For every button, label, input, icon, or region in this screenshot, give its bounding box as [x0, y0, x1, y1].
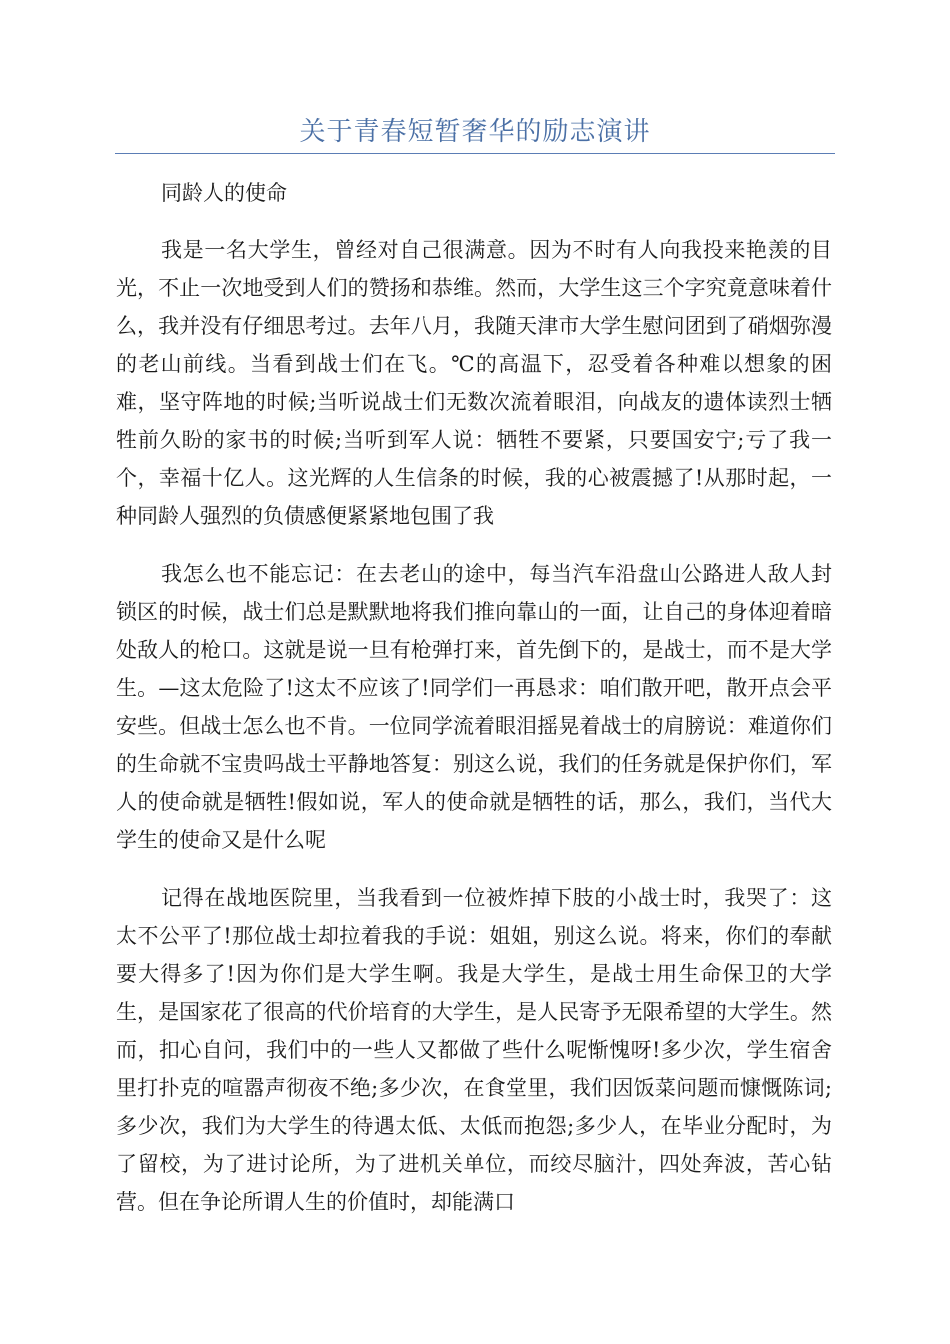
paragraph-1: 我是一名大学生，曾经对自己很满意。因为不时有人向我投来艳羡的目光，不止一次地受到人们的赞扬和恭维。然而，大学生这三个字究竟意味着什么，我并没有仔细思考过。去年八月，我随天津市大学生慰问团到了硝烟弥漫的老山前线。当看到战士们在飞。℃的高温下，忍受着各种难以想象的困难，坚守阵地的时候;当听说战士们无数次流着眼泪，向战友的遗体读烈士牺牲前久盼的家书的时候;当听到军人说：牺牲不要紧，只要国安宁;亏了我一个，幸福十亿人。这光辉的人生信条的时候，我的心被震撼了!从那时起，一种同龄人强烈的负债感便紧紧地包围了我 [116, 238, 832, 528]
section-heading: 同龄人的使命 [161, 181, 287, 205]
paragraph-2: 我怎么也不能忘记：在去老山的途中，每当汽车沿盘山公路进人敌人封锁区的时候，战士们总是默默地将我们推向靠山的一面，让自己的身体迎着暗处敌人的枪口。这就是说一旦有枪弹打来，首先倒下的，是战士，而不是大学生。—这太危险了!这太不应该了!同学们一再恳求：咱们散开吧，散开点会平安些。但战士怎么也不肯。一位同学流着眼泪摇晃着战士的肩膀说：难道你们的生命就不宝贵吗战士平静地答复：别这么说，我们的任务就是保护你们，军人的使命就是牺牲!假如说，军人的使命就是牺牲的话，那么，我们，当代大学生的使命又是什么呢 [116, 562, 832, 852]
paragraph-3: 记得在战地医院里，当我看到一位被炸掉下肢的小战士时，我哭了：这太不公平了!那位战士却拉着我的手说：姐姐，别这么说。将来，你们的奉献要大得多了!因为你们是大学生啊。我是大学生，是战士用生命保卫的大学生，是国家花了很高的代价培育的大学生，是人民寄予无限希望的大学生。然而，扣心自问，我们中的一些人又都做了些什么呢惭愧呀!多少次，学生宿舍里打扑克的喧嚣声彻夜不绝;多少次，在食堂里，我们因饭菜问题而慷慨陈词;多少次，我们为大学生的待遇太低、太低而抱怨;多少人，在毕业分配时，为了留校，为了进讨论所，为了进机关单位，而绞尽脑汁，四处奔波，苦心钻营。但在争论所谓人生的价值时，却能满口 [116, 886, 832, 1214]
document-body [116, 173, 832, 1241]
title-underline [115, 153, 835, 154]
document-title: 关于青春短暂奢华的励志演讲 [299, 117, 651, 147]
